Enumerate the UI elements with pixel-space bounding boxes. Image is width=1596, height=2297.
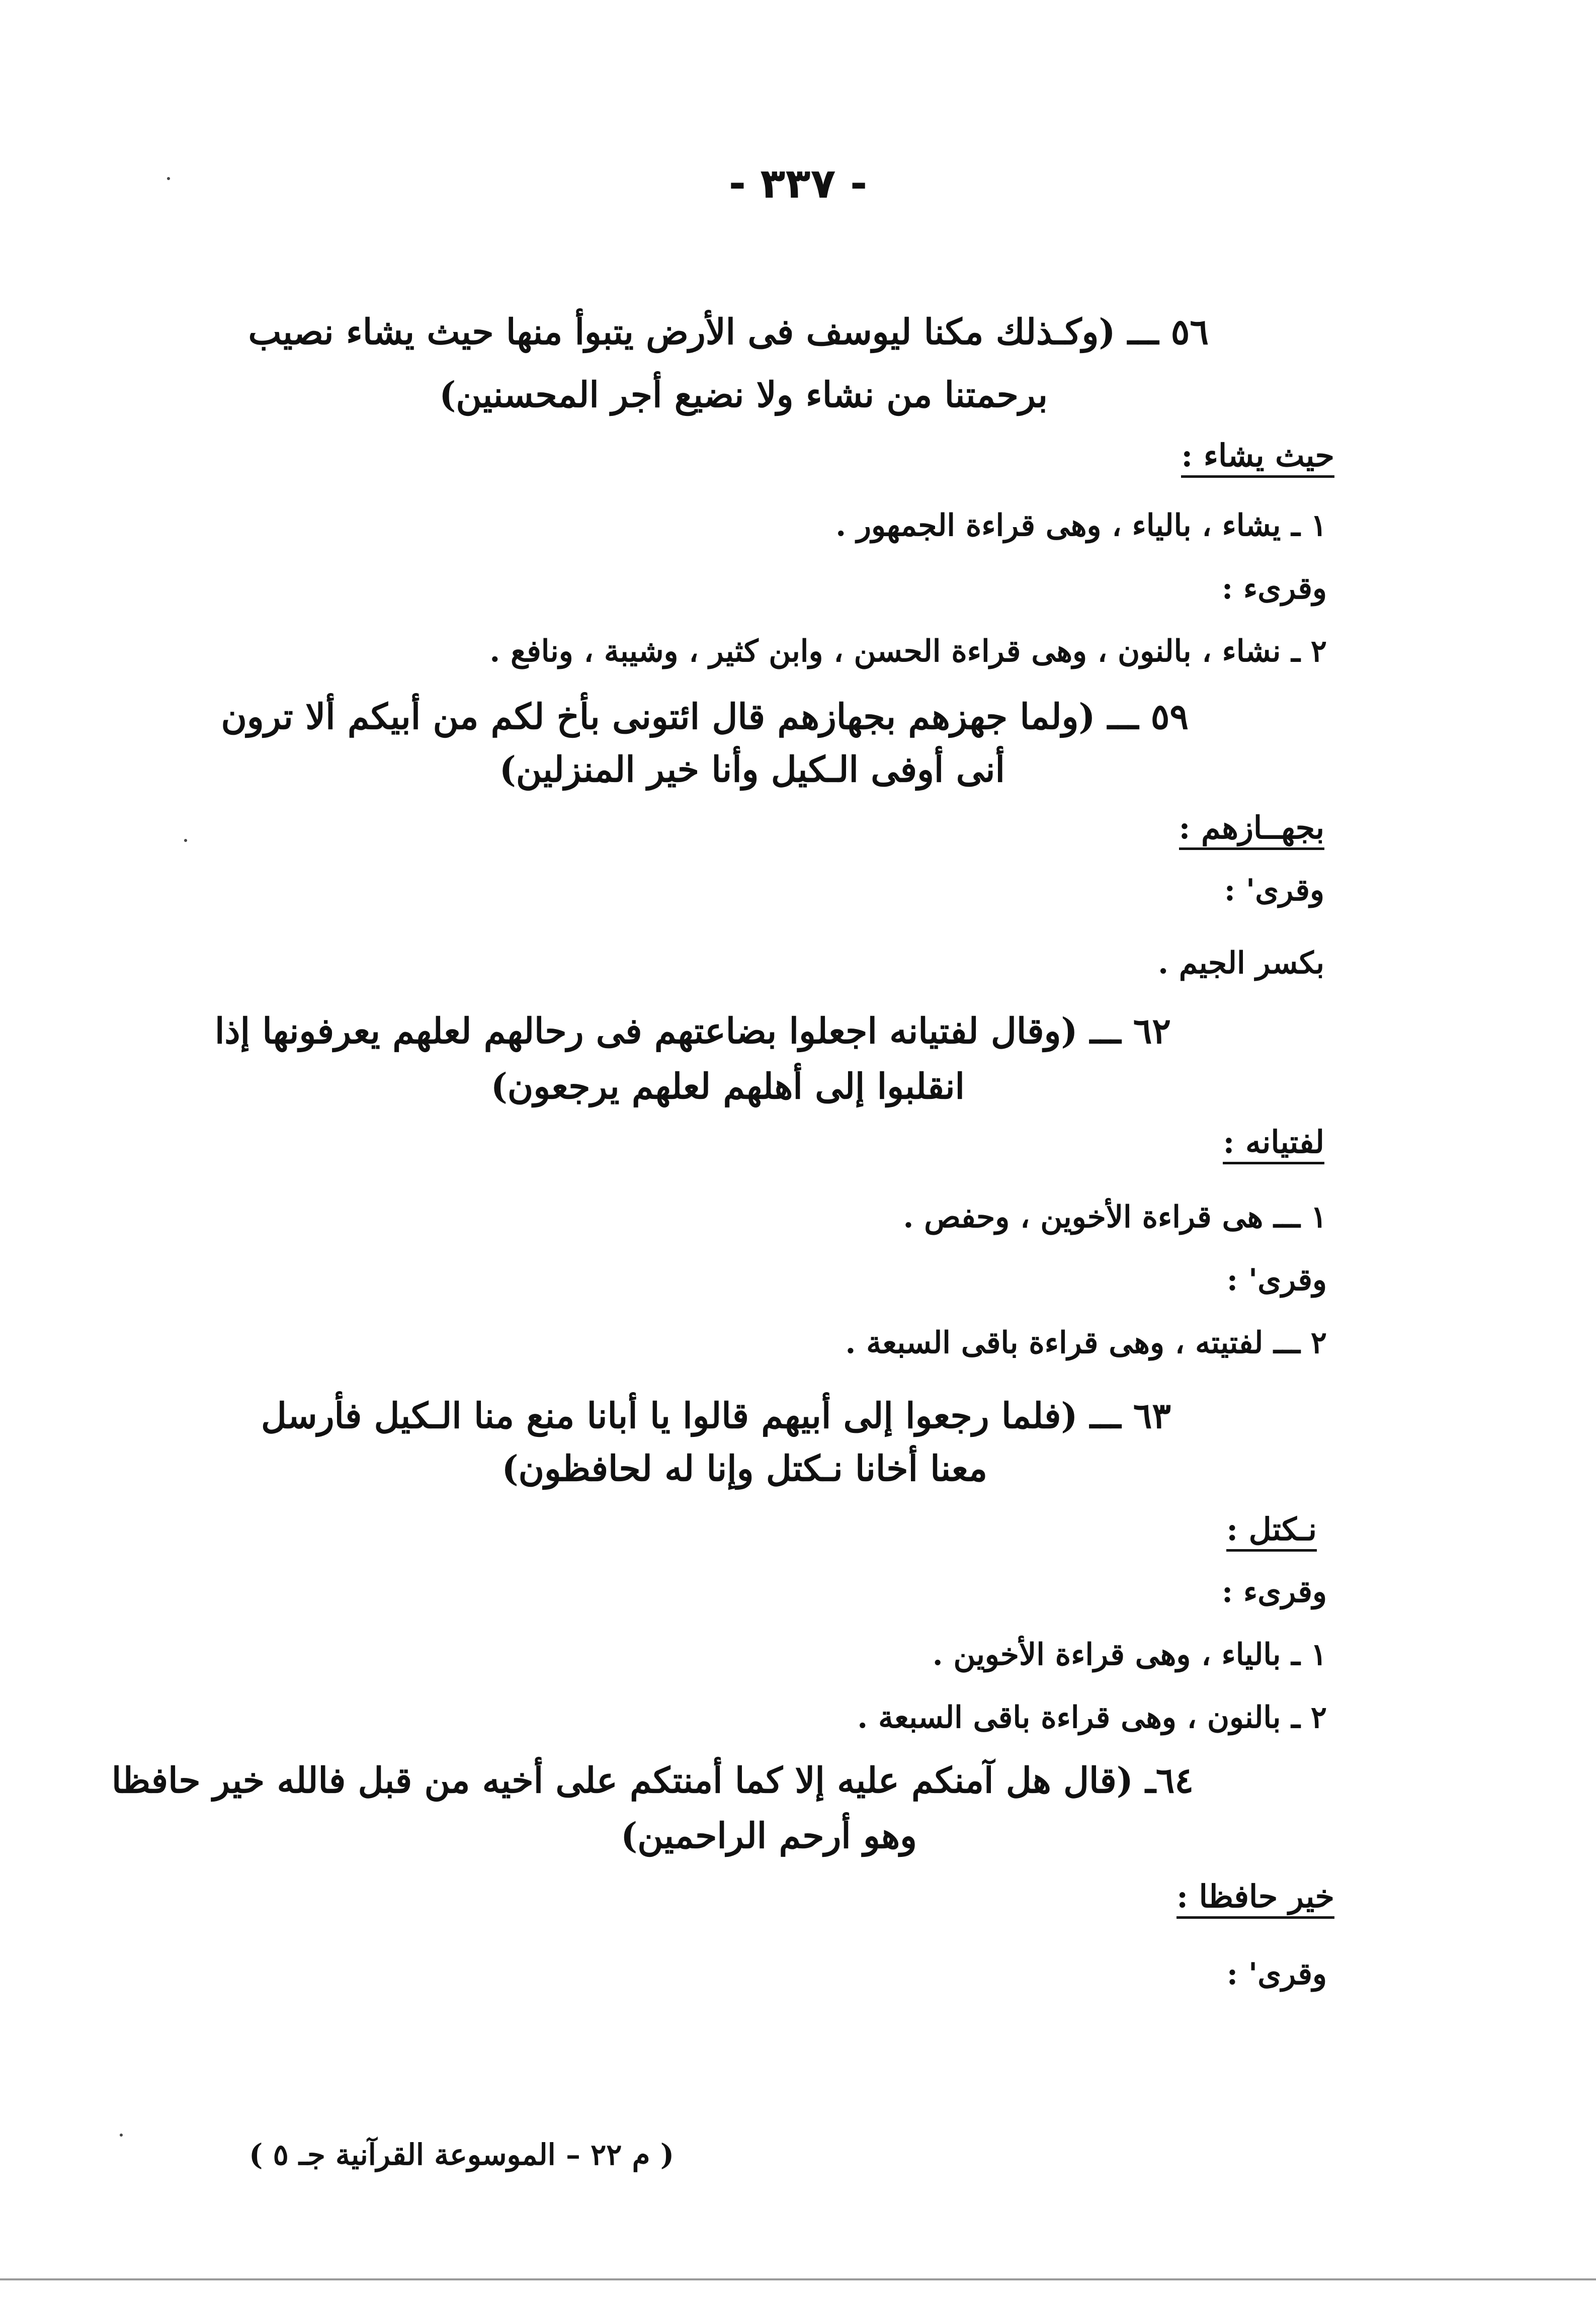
reading-line: ١ ـــ هى قراءة الأخوين ، وحفص . bbox=[903, 1200, 1327, 1235]
footer-note: ( م ٢٢ – الموسوعة القرآنية جـ ٥ ) bbox=[249, 2138, 675, 2172]
bottom-divider bbox=[0, 2278, 1596, 2280]
reading-line: ٢ ـ بالنون ، وهى قراءة باقى السبعة . bbox=[857, 1700, 1327, 1735]
verse-line: برحمتنا من نشاء ولا نضيع أجر المحسنين) bbox=[439, 374, 1048, 415]
verse-line: ٦٣ ـــ (فلما رجعوا إلى أبيهم قالوا يا أبانا منع منا الـكيل فأرسل bbox=[261, 1395, 1171, 1436]
page-number: - ٣٣٧ - bbox=[728, 160, 868, 208]
reading-line: ٢ ـ نشاء ، بالنون ، وهى قراءة الحسن ، وابن كثير ، وشيبة ، ونافع . bbox=[489, 634, 1327, 669]
verse-line: انقلبوا إلى أهلهم لعلهم يرجعون) bbox=[490, 1065, 965, 1107]
reading-line: ١ ـ بالياء ، وهى قراءة الأخوين . bbox=[932, 1637, 1327, 1672]
reading-line: ١ ـ يشاء ، بالياء ، وهى قراءة الجمهور . bbox=[835, 508, 1327, 543]
verse-line: معنا أخانا نـكتل وإنا له لحافظون) bbox=[501, 1448, 987, 1489]
verse-line: وهو أرحم الراحمين) bbox=[621, 1815, 917, 1856]
heading-text: خير حافظا : bbox=[1177, 1881, 1334, 1919]
reading-line: ٢ ـــ لفتيته ، وهى قراءة باقى السبعة . bbox=[845, 1325, 1327, 1360]
heading-text: نـكتل : bbox=[1226, 1514, 1317, 1552]
section-heading bbox=[1226, 1511, 1317, 1552]
reading-line: وقرى' : bbox=[1224, 873, 1324, 908]
verse-line: ٥٩ ـــ (ولما جهزهم بجهازهم قال ائتونى بأخ لكم من أبيكم ألا ترون bbox=[221, 696, 1189, 737]
reading-line: بكسر الجيم . bbox=[1158, 946, 1324, 981]
reading-line: وقرىء : bbox=[1222, 571, 1327, 606]
heading-text: لفتيانه : bbox=[1223, 1127, 1324, 1164]
reading-line: وقرىء : bbox=[1222, 1574, 1327, 1609]
verse-line: أنى أوفى الـكيل وأنا خير المنزلين) bbox=[499, 748, 1005, 790]
section-heading bbox=[1179, 809, 1324, 850]
verse-line: ٦٤ـ (قال هل آمنكم عليه إلا كما أمنتكم على أخيه من قبل فالله خير حافظا bbox=[111, 1759, 1194, 1801]
verse-line: ٦٢ ـــ (وقال لفتيانه اجعلوا بضاعتهم فى رحالهم لعلهم يعرفونها إذا bbox=[214, 1010, 1171, 1052]
heading-text: حيث يشاء : bbox=[1181, 440, 1334, 478]
section-heading bbox=[1177, 1878, 1334, 1919]
section-heading bbox=[1181, 437, 1334, 478]
scan-speck bbox=[184, 839, 187, 842]
reading-line: وقرى' : bbox=[1226, 1262, 1327, 1298]
reading-line: وقرى' : bbox=[1226, 1956, 1327, 1992]
section-heading bbox=[1223, 1124, 1324, 1164]
heading-text: بجهــازهم : bbox=[1179, 812, 1324, 850]
scan-speck bbox=[120, 2134, 123, 2137]
verse-line: ٥٦ ـــ (وكـذلك مكنا ليوسف فى الأرض يتبوأ منها حيث يشاء نصيب bbox=[248, 311, 1209, 353]
